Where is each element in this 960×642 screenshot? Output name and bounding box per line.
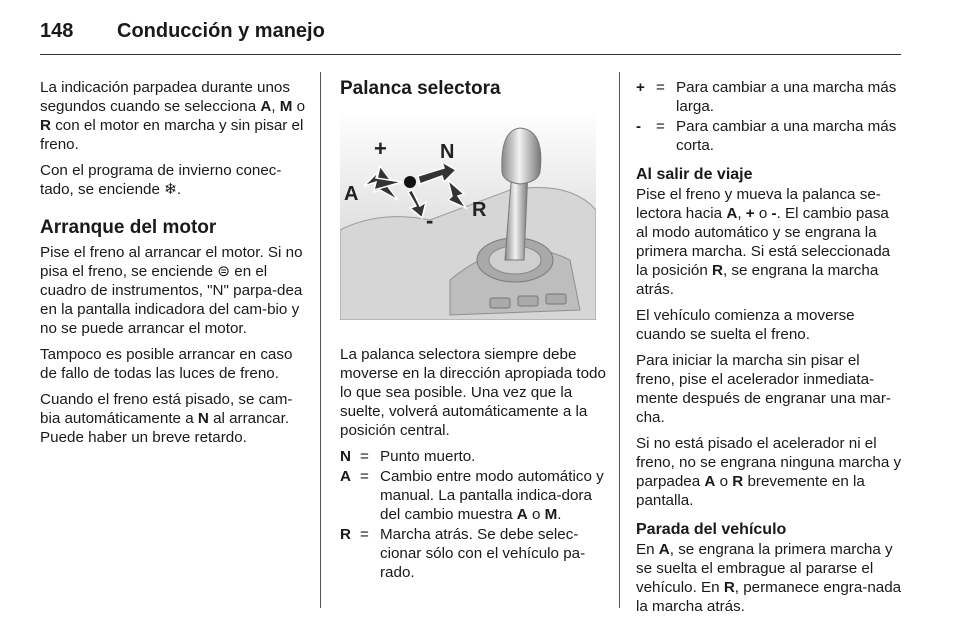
section-heading: Palanca selectora	[340, 78, 501, 99]
paragraph: Pise el freno y mueva la palanca se-lectora hacia A, + o -. El cambio pasa al modo automático y se engrana la primera marcha. Si está seleccionada la posición R, se engrana la marcha atrás.	[636, 186, 891, 298]
label-a: A	[344, 183, 359, 205]
definition-item: - = Para cambiar a una marcha más corta.	[636, 118, 897, 154]
subsection-heading: Al salir de viaje	[636, 166, 753, 183]
column-2	[340, 78, 606, 583]
label-minus: -	[426, 208, 434, 233]
page-header	[40, 14, 901, 55]
definition-item: N = Punto muerto.	[340, 448, 476, 465]
definition-item: A = Cambio entre modo automático y manual. La pantalla indica-dora del cambio muestra A o M.	[340, 468, 604, 523]
paragraph: En A, se engrana la primera marcha y se suelta el embrague al pararse el vehículo. En R, permanece engra-nada la marcha atrás.	[636, 541, 902, 615]
column-1	[40, 78, 308, 454]
paragraph: Cuando el freno está pisado, se cam-bia automáticamente a N al arrancar. Puede haber un breve retardo.	[40, 391, 293, 446]
section-heading: Arranque del motor	[40, 217, 217, 238]
page-title: Conducción y manejo	[117, 20, 325, 42]
paragraph: Con el programa de invierno conec-tado, se enciende ❄.	[40, 162, 282, 198]
column-3	[636, 78, 902, 623]
label-n: N	[440, 141, 455, 163]
column-divider	[619, 72, 620, 608]
paragraph: La palanca selectora siempre debe moverse en la dirección apropiada todo lo que sea posible. Una vez que la suelte, volverá automáticamente a la posición central.	[340, 346, 606, 439]
paragraph: La indicación parpadea durante unos segundos cuando se selecciona A, M o R con el motor en marcha y sin pisar el freno.	[40, 79, 306, 153]
label-r: R	[472, 199, 487, 221]
selector-lever-illustration	[340, 110, 596, 320]
paragraph: Pise el freno al arrancar el motor. Si no pisa el freno, se enciende ⊜ en el cuadro de instrumentos, "N" parpa-dea en la pantalla indicadora del cam-bio y no se puede arrancar el motor.	[40, 244, 303, 337]
definition-item: + = Para cambiar a una marcha más larga.	[636, 79, 897, 115]
paragraph: Si no está pisado el acelerador ni el freno, no se engrana ninguna marcha y parpadea A o R brevemente en la pantalla.	[636, 435, 902, 509]
label-plus: +	[374, 136, 387, 161]
definition-item: R = Marcha atrás. Se debe selec-cionar sólo con el vehículo pa-rado.	[340, 526, 586, 581]
subsection-heading: Parada del vehículo	[636, 521, 787, 538]
paragraph: El vehículo comienza a moverse cuando se suelta el freno.	[636, 307, 855, 343]
page-number: 148	[40, 20, 74, 42]
paragraph: Para iniciar la marcha sin pisar el freno, pise el acelerador inmediata-mente después de engranar una mar-cha.	[636, 352, 891, 426]
column-divider	[320, 72, 321, 608]
paragraph: Tampoco es posible arrancar en caso de fallo de todas las luces de freno.	[40, 346, 293, 382]
